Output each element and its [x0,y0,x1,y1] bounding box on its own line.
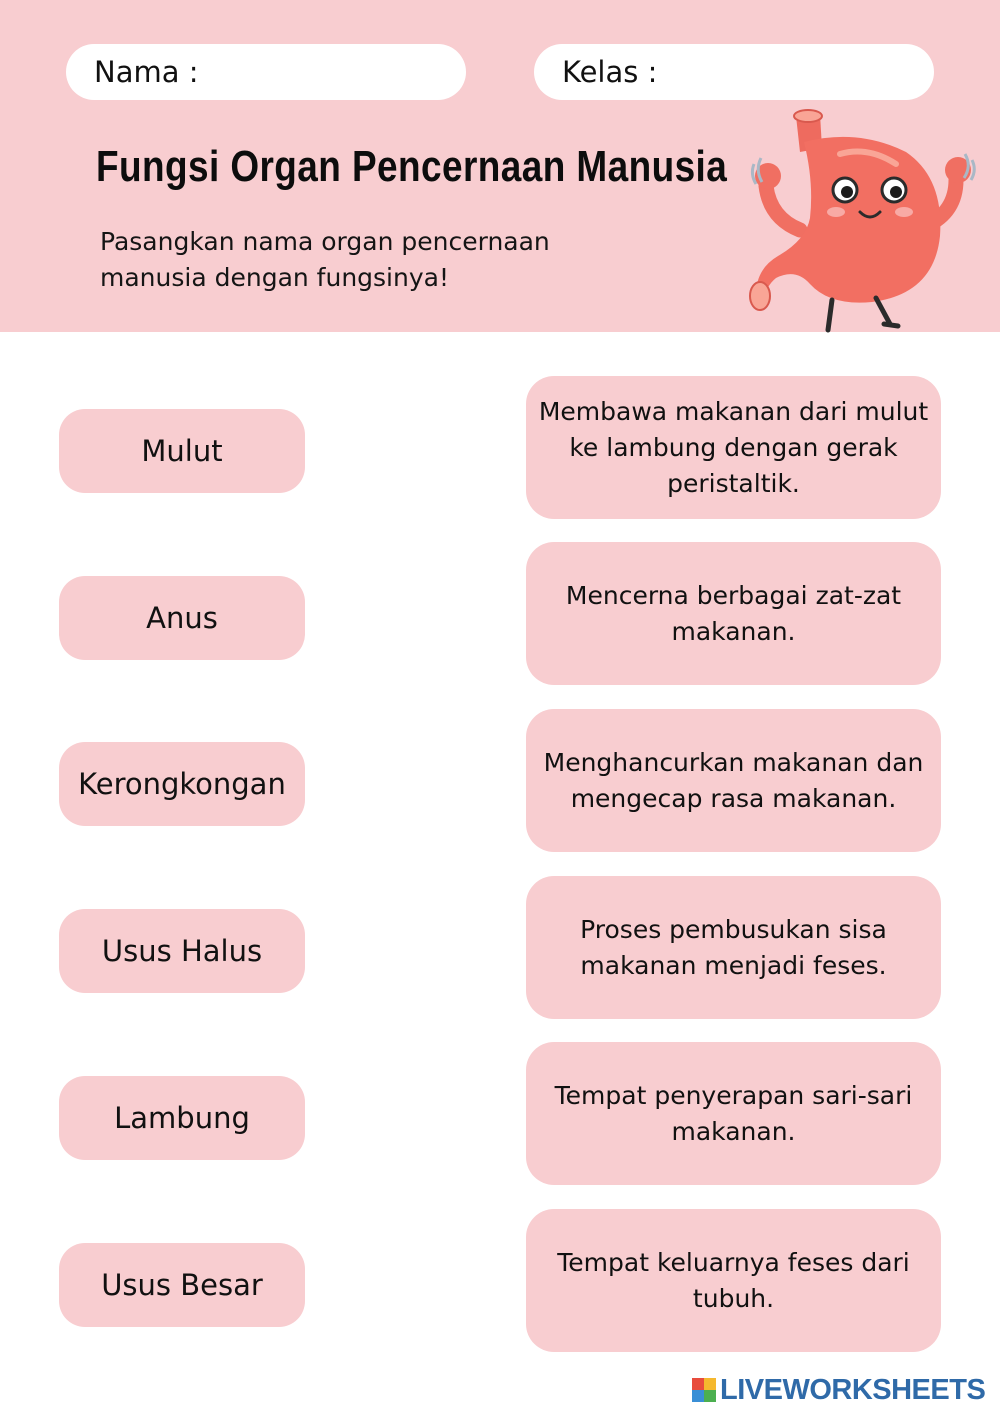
function-card-6[interactable]: Tempat keluarnya feses dari tubuh. [526,1209,941,1352]
class-label: Kelas : [562,55,658,89]
function-card-2[interactable]: Mencerna berbagai zat-zat makanan. [526,542,941,685]
organ-card-lambung[interactable]: Lambung [59,1076,305,1160]
header-banner [0,0,1000,332]
name-label: Nama : [94,55,199,89]
function-card-4[interactable]: Proses pembusukan sisa makanan menjadi feses. [526,876,941,1019]
liveworksheets-brand[interactable] [692,1372,985,1408]
liveworksheets-logo-icon [692,1378,716,1402]
stomach-mascot-icon [748,108,978,334]
organ-card-anus[interactable]: Anus [59,576,305,660]
brand-text: LIVEWORKSHEETS [720,1373,986,1406]
function-card-3[interactable]: Menghancurkan makanan dan mengecap rasa makanan. [526,709,941,852]
organ-card-mulut[interactable]: Mulut [59,409,305,493]
function-card-1[interactable]: Membawa makanan dari mulut ke lambung dengan gerak peristaltik. [526,376,941,519]
organ-card-kerongkongan[interactable]: Kerongkongan [59,742,305,826]
class-field[interactable] [534,44,934,100]
name-field[interactable] [66,44,466,100]
instruction-text: Pasangkan nama organ pencernaan manusia dengan fungsinya! [100,227,550,292]
worksheet-title: Fungsi Organ Pencernaan Manusia [96,142,728,191]
organ-card-usus-besar[interactable]: Usus Besar [59,1243,305,1327]
organ-card-usus-halus[interactable]: Usus Halus [59,909,305,993]
function-card-5[interactable]: Tempat penyerapan sari-sari makanan. [526,1042,941,1185]
